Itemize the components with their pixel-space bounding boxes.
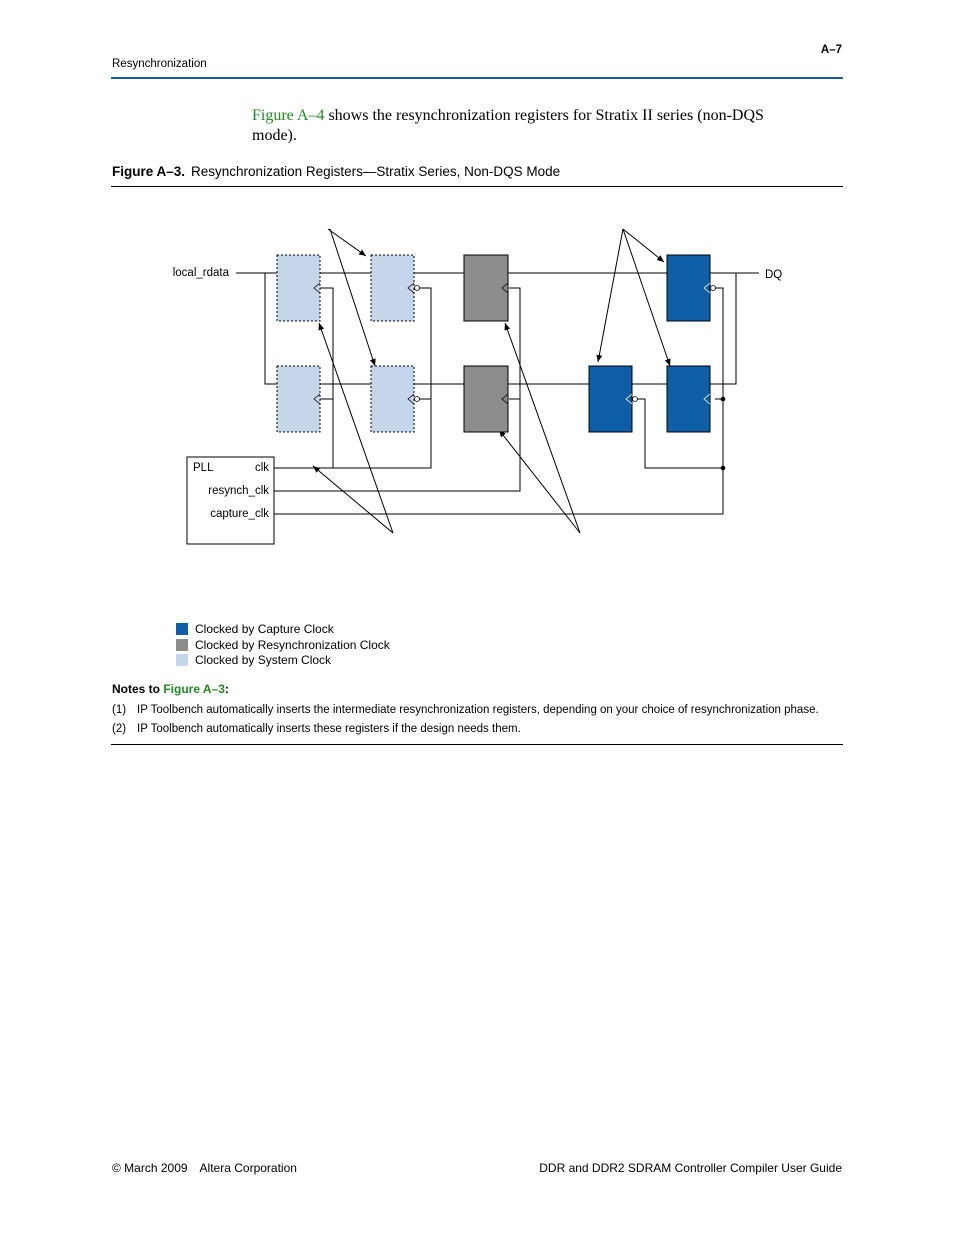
note-1-number: (1) [112,704,127,716]
figure-a4-link[interactable]: Figure A–4 [252,107,325,124]
page-number: A–7 [820,44,842,56]
intro-text: shows the resynchronization registers for Stratix II series (non-DQS mode). [252,107,764,144]
note-1-text: IP Toolbench automatically inserts the intermediate resynchronization registers, depending on your choice of resynchronization phase. [137,704,819,716]
note-2 [112,723,521,735]
running-header-section: Resynchronization [112,58,207,70]
figure-label: Figure A–3. [112,164,186,179]
pll-port-resynch-clk: resynch_clk [208,485,269,497]
footer-date: © March 2009 [112,1161,188,1175]
legend-label-capture: Clocked by Capture Clock [195,622,334,636]
pll-label: PLL [193,462,214,474]
pll-port-clk: clk [254,462,269,474]
legend-label-resynch: Clocked by Resynchronization Clock [195,638,390,652]
footer-company: Altera Corporation [199,1161,297,1175]
legend [176,622,391,667]
footer-left [112,1161,297,1175]
input-signal-label: local_rdata [172,267,229,279]
note-2-text: IP Toolbench automatically inserts these registers if the design needs them. [137,723,521,735]
note-2-number: (2) [112,723,127,735]
footer-guide-title: DDR and DDR2 SDRAM Controller Compiler User Guide [539,1161,842,1175]
figure-bottom-rule [111,744,843,745]
note-1 [112,704,819,716]
notes-heading-prefix: Notes to [112,682,164,696]
notes-heading [112,682,229,696]
figure-title: Resynchronization Registers—Stratix Series, Non-DQS Mode [191,164,561,179]
legend-swatch-resynch [176,639,188,651]
legend-label-system: Clocked by System Clock [195,653,332,667]
legend-swatch-system [176,654,188,666]
notes-heading-suffix: : [224,682,229,696]
figure-a3-link[interactable]: Figure A–3 [163,682,225,696]
output-signal-label: DQ [765,269,783,281]
legend-swatch-capture [176,623,188,635]
pll-port-capture-clk: capture_clk [210,508,269,520]
